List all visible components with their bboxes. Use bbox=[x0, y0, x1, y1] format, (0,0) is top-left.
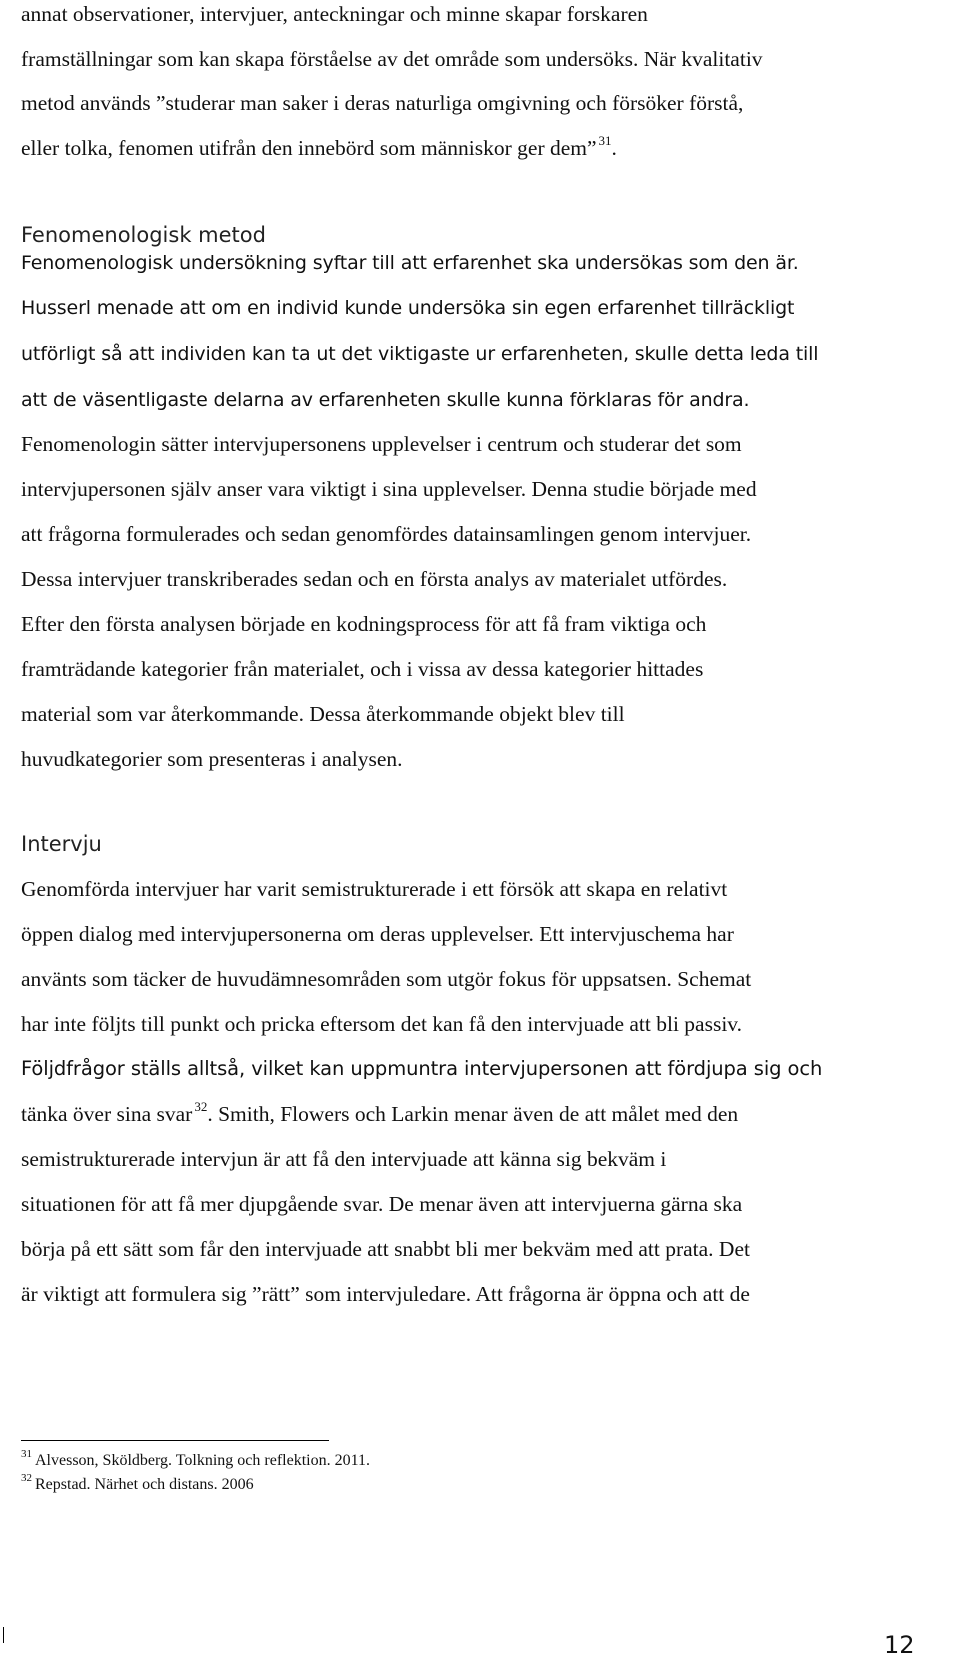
line-text: eller tolka, fenomen utifrån den innebörd som människor ger dem” bbox=[21, 136, 597, 160]
footnote-number: 31 bbox=[21, 1448, 32, 1460]
paragraph-line: använts som täcker de huvudämnesområden som utgör fokus för uppsatsen. Schemat bbox=[21, 967, 752, 991]
footnote-ref: 32 bbox=[194, 1099, 208, 1114]
paragraph-line: har inte följts till punkt och pricka eftersom det kan få den intervjuade att bli passiv. bbox=[21, 1012, 743, 1036]
footnote bbox=[21, 1448, 370, 1472]
line-text: tänka över sina svar bbox=[21, 1102, 193, 1126]
page-number: 12 bbox=[884, 1631, 915, 1659]
paragraph-line: semistrukturerade intervjun är att få den intervjuade att känna sig bekväm i bbox=[21, 1147, 667, 1171]
paragraph-line: Genomförda intervjuer har varit semistrukturerade i ett försök att skapa en relativt bbox=[21, 877, 728, 901]
paragraph-line: framträdande kategorier från materialet, och i vissa av dessa kategorier hittades bbox=[21, 657, 704, 681]
paragraph-line: intervjupersonen själv anser vara viktigt i sina upplevelser. Denna studie började med bbox=[21, 477, 757, 501]
margin-mark bbox=[3, 1627, 4, 1643]
paragraph-line: utförligt så att individen kan ta ut det viktigaste ur erfarenheten, skulle detta leda till bbox=[21, 343, 819, 365]
footnote-ref: 31 bbox=[598, 133, 612, 148]
line-end: . bbox=[611, 136, 617, 160]
paragraph-line: framställningar som kan skapa förståelse av det område som undersöks. När kvalitativ bbox=[21, 47, 763, 71]
paragraph-line: att de väsentligaste delarna av erfarenheten skulle kunna förklaras för andra. bbox=[21, 389, 750, 411]
paragraph-line: annat observationer, intervjuer, anteckningar och minne skapar forskaren bbox=[21, 2, 648, 26]
paragraph-line: Fenomenologin sätter intervjupersonens upplevelser i centrum och studerar det som bbox=[21, 432, 742, 456]
footnote-number: 32 bbox=[21, 1472, 32, 1484]
paragraph-line: situationen för att få mer djupgående svar. De menar även att intervjuerna gärna ska bbox=[21, 1192, 743, 1216]
paragraph-line: Dessa intervjuer transkriberades sedan och en första analys av materialet utfördes. bbox=[21, 567, 728, 591]
paragraph-line: huvudkategorier som presenteras i analysen. bbox=[21, 747, 403, 771]
paragraph-line: Följdfrågor ställs alltså, vilket kan uppmuntra intervjupersonen att fördjupa sig och bbox=[21, 1057, 823, 1080]
paragraph-line bbox=[21, 1100, 738, 1131]
paragraph-line: är viktigt att formulera sig ”rätt” som intervjuledare. Att frågorna är öppna och att de bbox=[21, 1282, 750, 1306]
footnote bbox=[21, 1472, 254, 1496]
section-heading: Fenomenologisk metod bbox=[21, 223, 266, 247]
paragraph-line: börja på ett sätt som får den intervjuade att snabbt bli mer bekväm med att prata. Det bbox=[21, 1237, 750, 1261]
paragraph-line bbox=[21, 134, 617, 165]
paragraph-line: material som var återkommande. Dessa återkommande objekt blev till bbox=[21, 702, 625, 726]
section-heading: Intervju bbox=[21, 832, 102, 856]
paragraph-line: metod används ”studerar man saker i deras naturliga omgivning och försöker förstå, bbox=[21, 91, 744, 115]
footnote-text: Alvesson, Sköldberg. Tolkning och reflektion. 2011. bbox=[35, 1452, 370, 1469]
paragraph-line: att frågorna formulerades och sedan genomfördes datainsamlingen genom intervjuer. bbox=[21, 522, 752, 546]
paragraph-line: öppen dialog med intervjupersonerna om deras upplevelser. Ett intervjuschema har bbox=[21, 922, 734, 946]
footnote-text: Repstad. Närhet och distans. 2006 bbox=[35, 1476, 254, 1493]
paragraph-line: Efter den första analysen började en kodningsprocess för att få fram viktiga och bbox=[21, 612, 707, 636]
paragraph-line: Fenomenologisk undersökning syftar till att erfarenhet ska undersökas som den är. bbox=[21, 252, 799, 274]
line-text: . Smith, Flowers och Larkin menar även de att målet med den bbox=[207, 1102, 739, 1126]
footnote-separator bbox=[21, 1440, 329, 1441]
paragraph-line: Husserl menade att om en individ kunde undersöka sin egen erfarenhet tillräckligt bbox=[21, 297, 795, 319]
